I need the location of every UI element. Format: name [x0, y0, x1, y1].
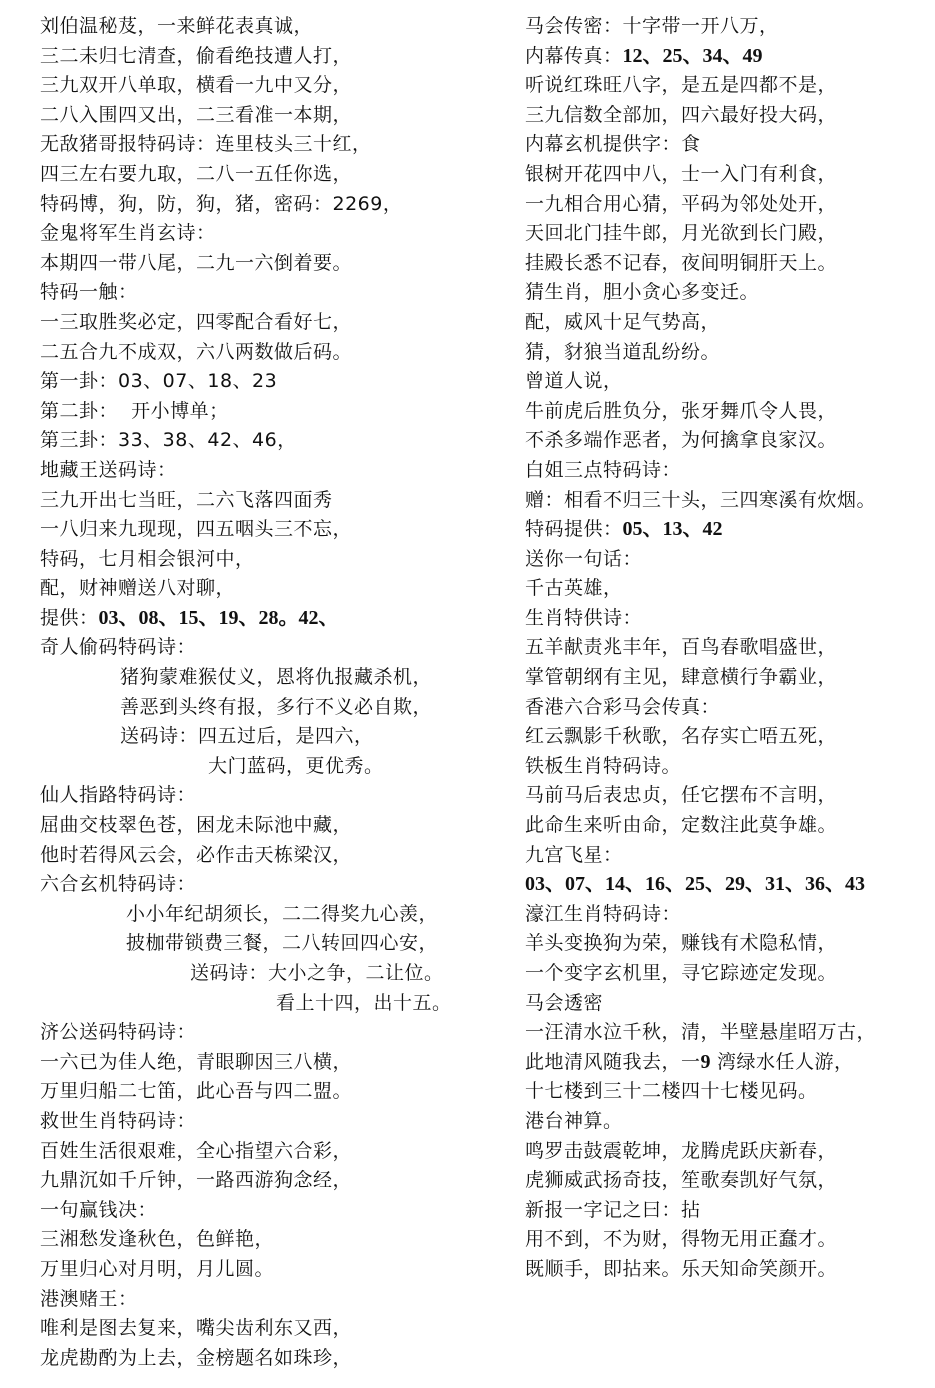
poem-line: 看上十四，出十五。 — [276, 991, 452, 1014]
right-column — [525, 12, 935, 1285]
poem-line: 三湘愁发逢秋色，色鲜艳， — [40, 1228, 275, 1251]
section-heading: 济公送码特码诗： — [40, 1021, 197, 1044]
section-heading: 香港六合彩马会传真： — [525, 695, 721, 718]
poem-line: 二五合九不成双，六八两数做后码。 — [40, 340, 353, 363]
section-heading: 铁板生肖特码诗。 — [525, 754, 682, 777]
poem-line: 唯利是图去复来，嘴尖齿利东又西， — [40, 1317, 353, 1340]
poem-line: 配，威风十足气势高， — [525, 310, 721, 333]
poem-line: 小小年纪胡须长，二二得奖九心羡， — [126, 902, 439, 925]
section-heading: 仙人指路特码诗： — [40, 784, 197, 807]
poem-line: 九鼎沉如千斤钟，一路西游狗念经， — [40, 1169, 353, 1192]
code-line: 特码博，狗，防，狗，猪，密码：2269， — [40, 192, 403, 215]
poem-line: 猪狗蒙难猴仗义，恩将仇报藏杀机， — [120, 666, 433, 689]
poem-line: 一九相合用心猜，平码为邻处处开， — [525, 192, 838, 215]
fax-numbers: 12、25、34、49 — [622, 44, 763, 67]
section-heading: 地藏王送码诗： — [40, 458, 177, 481]
nine-palace-numbers — [525, 870, 935, 900]
provide-numbers: 03、08、15、19、28。42、 — [98, 606, 339, 629]
section-heading: 港台神算。 — [525, 1109, 623, 1132]
poem-line: 二八入围四又出，二三看准一本期， — [40, 103, 353, 126]
poem-line: 一个变字玄机里，寻它踪迹定发现。 — [525, 962, 838, 984]
section-heading: 港澳赌王： — [40, 1287, 138, 1310]
section-heading: 白姐三点特码诗： — [525, 458, 682, 481]
poem-line: 马会传密：十字带一开八万， — [525, 15, 779, 37]
poem-line: 此命生来听由命，定数注此莫争雄。 — [525, 814, 838, 837]
poem-line: 一汪清水泣千秋，清，半壁悬崖昭万古， — [525, 1021, 877, 1044]
poem-line: 新报一字记之曰：拈 — [525, 1198, 701, 1221]
poem-line: 百姓生活很艰难，全心指望六合彩， — [40, 1139, 353, 1162]
poem-line: 三二未归七清查，偷看绝技遭人打， — [40, 44, 353, 67]
section-heading: 马会透密 — [525, 991, 604, 1014]
nine-palace-values: 03、07、14、16、25、29、31、36、43 — [525, 873, 865, 896]
special-provide-label: 特码提供： — [525, 518, 623, 541]
hexagram-line: 第二卦： 开小博单； — [40, 399, 229, 422]
section-heading: 六合玄机特码诗： — [40, 873, 197, 896]
poem-line: 四三左右要九取，二八一五任你选， — [40, 162, 353, 185]
section-heading: 一句赢钱决： — [40, 1198, 158, 1221]
poem-line: 一三取胜奖必定，四零配合看好七， — [40, 310, 353, 333]
section-heading: 濠江生肖特码诗： — [525, 902, 682, 925]
poem-line: 披枷带锁费三餐，二八转回四心安， — [126, 932, 439, 955]
poem-line: 三九双开八单取，横看一九中又分， — [40, 74, 353, 97]
poem-line: 一八归来九现现，四五咽头三不忘， — [40, 518, 353, 541]
poem-line: 听说红珠旺八字，是五是四都不是， — [525, 74, 838, 97]
poem-line: 屈曲交枝翠色苍，困龙未际池中藏， — [40, 814, 353, 837]
section-heading: 奇人偷码特码诗： — [40, 636, 197, 659]
section-heading: 金鬼将军生肖玄诗： — [40, 222, 216, 245]
poem-line: 红云飘影千秋歌，名存实亡唔五死， — [525, 725, 838, 748]
poem-line: 不杀多端作恶者，为何擒拿良家汉。 — [525, 429, 838, 452]
poem-line-digit: 9 — [700, 1050, 711, 1073]
section-heading: 救世生肖特码诗： — [40, 1109, 197, 1132]
poem-line: 挂殿长悉不记春，夜间明铜肝天上。 — [525, 251, 838, 274]
poem-line: 万里归心对月明，月儿圆。 — [40, 1257, 275, 1280]
poem-line: 鸣罗击鼓震乾坤，龙腾虎跃庆新春， — [525, 1139, 838, 1162]
hexagram-line: 第一卦：03、07、18、23 — [40, 370, 278, 393]
poem-line: 三九信数全部加，四六最好投大码， — [525, 103, 838, 126]
poem-line: 千古英雄， — [525, 577, 623, 600]
provide-line — [40, 604, 510, 634]
section-heading: 特码一触： — [40, 281, 138, 304]
poem-line: 送码诗：四五过后，是四六， — [120, 725, 374, 748]
poem-line: 赠：相看不归三十头，三四寒溪有炊烟。 — [525, 488, 877, 511]
poem-line: 内幕玄机提供字：食 — [525, 133, 701, 156]
poem-line: 牛前虎后胜负分，张牙舞爪令人畏， — [525, 399, 838, 422]
poem-line: 既顺手，即拈来。乐天知命笑颜开。 — [525, 1257, 838, 1280]
poem-line: 虎狮威武扬奇技，笙歌奏凯好气氛， — [525, 1169, 838, 1192]
poem-line: 万里归船二七笛，此心吾与四二盟。 — [40, 1080, 353, 1103]
poem-line: 掌管朝纲有主见，肆意横行争霸业， — [525, 666, 838, 689]
section-heading: 九宫飞星： — [525, 843, 623, 866]
section-heading: 生肖特供诗： — [525, 606, 643, 629]
poem-line: 天回北门挂牛郎，月光欲到长门殿， — [525, 222, 838, 245]
poem-line: 善恶到头终有报，多行不义必自欺， — [120, 695, 433, 718]
poem-line: 三九开出七当旺，二六飞落四面秀 — [40, 488, 333, 511]
fax-line — [525, 42, 935, 72]
poem-line: 大门蓝码，更优秀。 — [208, 754, 384, 777]
section-heading: 曾道人说， — [525, 370, 623, 393]
poem-line-tail: 湾绿水任人游， — [710, 1050, 854, 1073]
poem-line: 送码诗：大小之争，二让位。 — [190, 962, 444, 984]
special-provide-line — [525, 515, 935, 545]
poem-line: 配，财神赠送八对聊， — [40, 577, 236, 600]
special-provide-numbers: 05、13、42 — [622, 518, 723, 541]
poem-line: 特码，七月相会银河中， — [40, 547, 255, 570]
poem-line — [525, 1048, 935, 1078]
poem-line: 五羊献责兆丰年，百鸟春歌唱盛世， — [525, 636, 838, 659]
poem-line: 用不到，不为财，得物无用正蠢才。 — [525, 1228, 838, 1251]
fax-label: 内幕传真： — [525, 44, 623, 67]
poem-line: 十七楼到三十二楼四十七楼见码。 — [525, 1080, 818, 1103]
left-column — [40, 12, 510, 1373]
poem-line: 无敌猪哥报特码诗：连里枝头三十红， — [40, 133, 372, 156]
section-heading: 送你一句话： — [525, 547, 643, 570]
poem-line: 羊头变换狗为荣，赚钱有术隐私情， — [525, 932, 838, 955]
poem-line: 他时若得风云会，必作击天栋梁汉， — [40, 843, 353, 866]
poem-line: 猜生肖，胆小贪心多变迁。 — [525, 281, 760, 304]
poem-line: 龙虎勘酌为上去，金榜题名如珠珍， — [40, 1346, 353, 1369]
poem-line: 本期四一带八尾，二九一六倒着要。 — [40, 251, 353, 274]
poem-line: 一六已为佳人绝，青眼聊因三八横， — [40, 1050, 353, 1073]
hexagram-line: 第三卦：33、38、42、46， — [40, 429, 297, 452]
poem-line: 猜，豺狼当道乱纷纷。 — [525, 340, 721, 363]
poem-line: 刘伯温秘芨，一来鲜花表真诚， — [40, 15, 314, 37]
poem-line: 马前马后表忠贞，任它摆布不言明， — [525, 784, 838, 807]
poem-line: 银树开花四中八，士一入门有利食， — [525, 162, 838, 185]
poem-line-head: 此地清风随我去，一 — [525, 1050, 701, 1073]
provide-label: 提供： — [40, 606, 99, 629]
